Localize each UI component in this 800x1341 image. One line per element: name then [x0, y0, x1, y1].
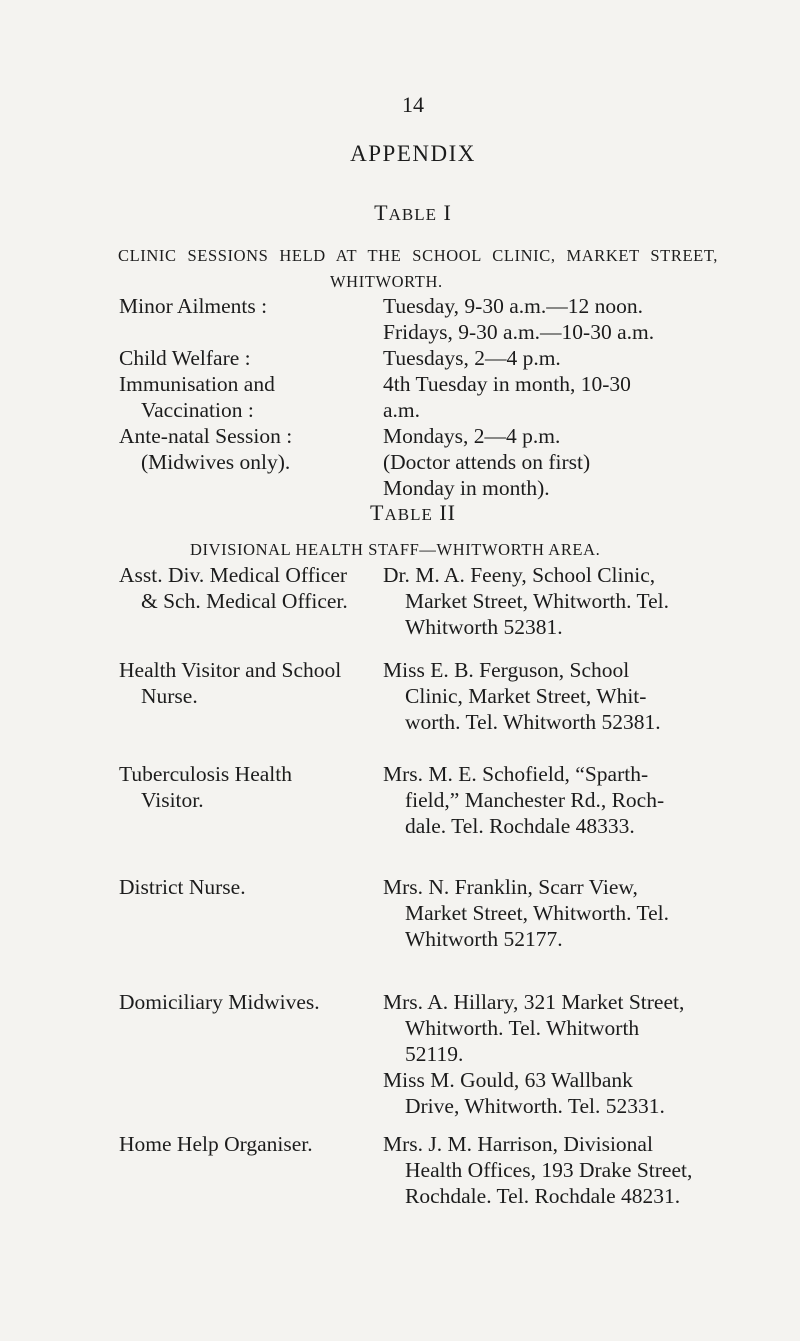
text-line: Rochdale. Tel. Rochdale 48231.: [405, 1184, 681, 1208]
row-value: [383, 657, 713, 735]
text-line: Mrs. M. E. Schofield, “Sparth-: [383, 762, 649, 786]
text-line: a.m.: [383, 398, 421, 422]
text-line: field,” Manchester Rd., Roch-: [405, 788, 665, 812]
text-line: Nurse.: [141, 684, 198, 708]
row-label: [119, 423, 292, 475]
row-label: [119, 1131, 313, 1157]
text-line: Monday in month).: [383, 476, 550, 500]
text-line: dale. Tel. Rochdale 48333.: [405, 814, 635, 838]
text-line: Market Street, Whitworth. Tel.: [405, 901, 670, 925]
text-line: (Midwives only).: [141, 450, 291, 474]
table-2-caption: DIVISIONAL HEALTH STAFF—WHITWORTH AREA.: [190, 540, 601, 559]
row-label: [119, 657, 341, 709]
text-line: Whitworth. Tel. Whitworth: [405, 1016, 640, 1040]
text-line: (Doctor attends on first): [383, 450, 591, 474]
text-line: Drive, Whitworth. Tel. 52331.: [405, 1094, 665, 1118]
text-line: Mrs. N. Franklin, Scarr View,: [383, 875, 638, 899]
text-line: 4th Tuesday in month, 10-30: [383, 372, 631, 396]
text-line: Fridays, 9-30 a.m.—10-30 a.m.: [383, 320, 655, 344]
text-line: Mondays, 2—4 p.m.: [383, 424, 561, 448]
text-line: Visitor.: [141, 788, 204, 812]
text-line: Health Visitor and School: [119, 658, 342, 682]
table-2-heading-number: II: [432, 500, 456, 525]
row-label: [119, 293, 267, 319]
text-line: Miss M. Gould, 63 Wallbank: [383, 1068, 633, 1092]
text-line: Child Welfare :: [119, 346, 251, 370]
appendix-title: APPENDIX: [350, 141, 476, 166]
row-value: [383, 423, 713, 501]
text-line: Dr. M. A. Feeny, School Clinic,: [383, 563, 656, 587]
table-1-caption-line-2: WHITWORTH.: [330, 272, 443, 291]
text-line: Whitworth 52177.: [405, 927, 563, 951]
table-2-heading-word: ABLE: [384, 505, 433, 524]
row-value: [383, 293, 713, 345]
text-line: Tuesday, 9-30 a.m.—12 noon.: [383, 294, 643, 318]
page-number: 14: [402, 92, 424, 117]
text-line: Clinic, Market Street, Whit-: [405, 684, 647, 708]
row-label: [119, 371, 275, 423]
table-1-heading-number: I: [437, 200, 452, 225]
text-line: District Nurse.: [119, 875, 246, 899]
text-line: Market Street, Whitworth. Tel.: [405, 589, 670, 613]
row-value: [383, 989, 713, 1119]
text-line: Immunisation and: [119, 372, 275, 396]
text-line: Asst. Div. Medical Officer: [119, 563, 348, 587]
text-line: Tuesdays, 2—4 p.m.: [383, 346, 561, 370]
row-label: [119, 562, 348, 614]
row-label: [119, 989, 320, 1015]
text-line: 52119.: [405, 1042, 464, 1066]
row-label: [119, 761, 292, 813]
row-value: [383, 371, 713, 423]
row-value: [383, 345, 713, 371]
text-line: Mrs. J. M. Harrison, Divisional: [383, 1132, 653, 1156]
text-line: Domiciliary Midwives.: [119, 990, 320, 1014]
row-label: [119, 874, 246, 900]
text-line: Minor Ailments :: [119, 294, 268, 318]
row-value: [383, 874, 713, 952]
text-line: Home Help Organiser.: [119, 1132, 313, 1156]
text-line: Vaccination :: [141, 398, 254, 422]
text-line: worth. Tel. Whitworth 52381.: [405, 710, 661, 734]
row-value: [383, 562, 713, 640]
row-value: [383, 1131, 713, 1209]
table-1-heading-initial: T: [374, 200, 389, 225]
row-value: [383, 761, 713, 839]
text-line: Health Offices, 193 Drake Street,: [405, 1158, 693, 1182]
table-2-heading: [0, 500, 800, 526]
table-1-caption-line-1: CLINIC SESSIONS HELD AT THE SCHOOL CLINIC, MARKET STREET,: [118, 246, 718, 265]
text-line: Tuberculosis Health: [119, 762, 292, 786]
text-line: Miss E. B. Ferguson, School: [383, 658, 630, 682]
text-line: Mrs. A. Hillary, 321 Market Street,: [383, 990, 685, 1014]
table-1-heading: [0, 200, 800, 226]
text-line: Ante-natal Session :: [119, 424, 293, 448]
table-2-heading-initial: T: [370, 500, 385, 525]
row-label: [119, 345, 251, 371]
text-line: Whitworth 52381.: [405, 615, 563, 639]
table-1-heading-word: ABLE: [388, 205, 437, 224]
text-line: & Sch. Medical Officer.: [141, 589, 348, 613]
